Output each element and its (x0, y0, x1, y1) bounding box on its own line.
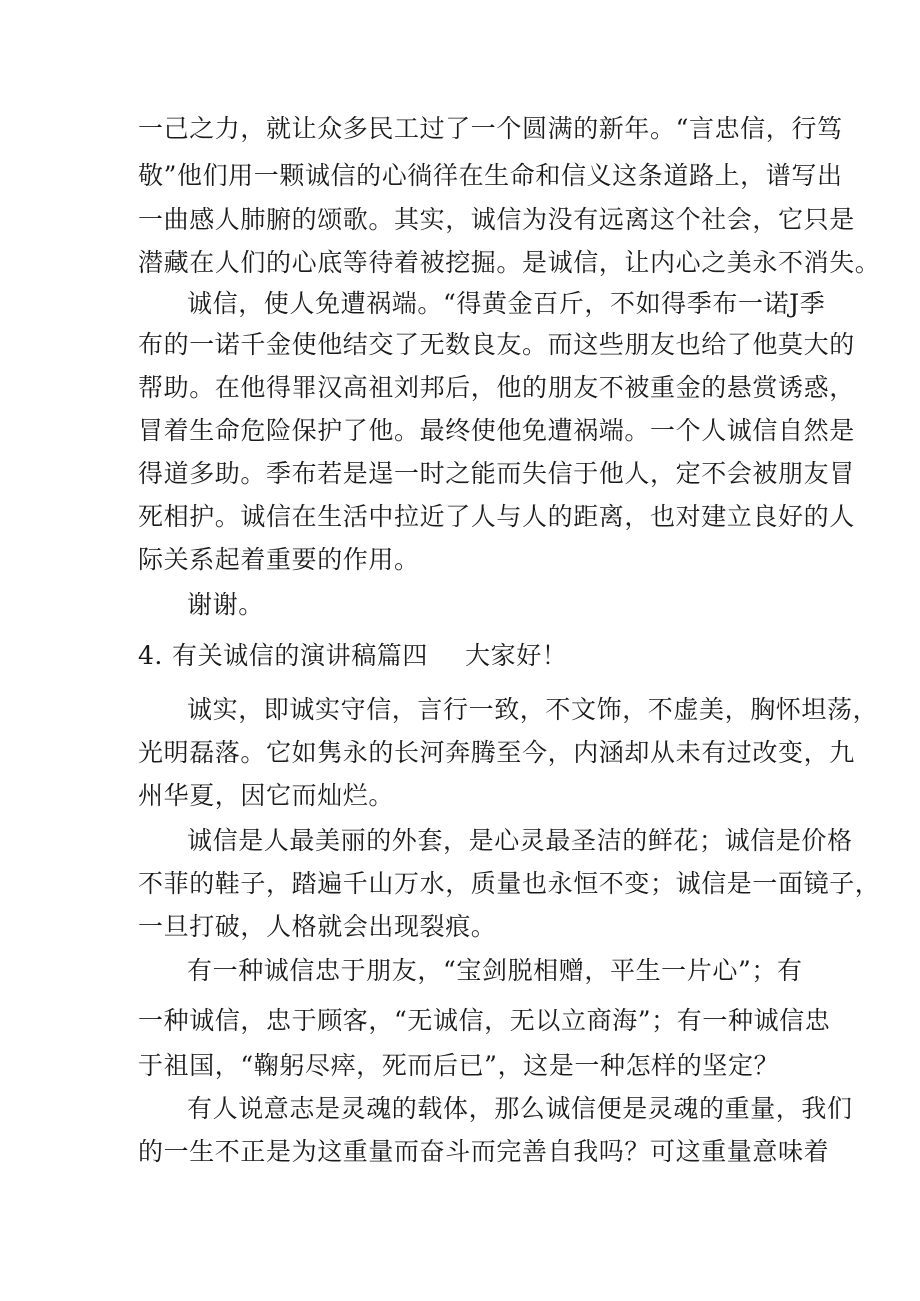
paragraph-line: 际关系起着重要的作用。 (138, 545, 420, 574)
paragraph-line: 有一种诚信忠于朋友，“宝剑脱相赠，平生一片心”；有 (187, 956, 803, 985)
paragraph-line: 有人说意志是灵魂的载体，那么诚信便是灵魂的重量，我们 (187, 1094, 853, 1123)
paragraph-line: 冒着生命危险保护了他。最终使他免遭祸端。一个人诚信自然是 (138, 416, 855, 445)
paragraph-line: 诚实，即诚实守信，言行一致，不文饰，不虚美，胸怀坦荡， (187, 695, 879, 724)
paragraph-line: 死相护。诚信在生活中拉近了人与人的距离，也对建立良好的人 (138, 502, 855, 531)
paragraph-line: 不菲的鞋子，踏遍千山万水，质量也永恒不变；诚信是一面镜子， (138, 869, 881, 898)
paragraph-line: 一旦打破，人格就会出现裂痕。 (138, 912, 497, 941)
paragraph-line: 州华夏，因它而灿烂。 (138, 781, 395, 810)
paragraph-line: 一曲感人肺腑的颂歌。其实，诚信为没有远离这个社会，它只是 (138, 205, 855, 234)
paragraph-line: 的一生不正是为这重量而奋斗而完善自我吗？可这重量意味着 (138, 1137, 830, 1166)
paragraph-line: 一己之力，就让众多民工过了一个圆满的新年。“言忠信，行笃 (138, 114, 843, 143)
paragraph-line: 于祖国，“鞠躬尽瘁，死而后已”，这是一种怎样的坚定？ (138, 1051, 780, 1080)
paragraph-line: 诚信，使人免遭祸端。“得黄金百斤，不如得季布一诺J季 (187, 289, 826, 318)
paragraph-line: 潜藏在人们的心底等待着被挖掘。是诚信，让内心之美永不消失。 (138, 248, 881, 277)
paragraph-line: 一种诚信，忠于顾客，“无诚信，无以立商海”；有一种诚信忠 (138, 1006, 831, 1035)
paragraph-line: 光明磊落。它如隽永的长河奔腾至今，内涵却从未有过改变，九 (138, 738, 855, 767)
paragraph-line: 布的一诺千金使他结交了无数良友。而这些朋友也给了他莫大的 (138, 330, 855, 359)
paragraph-line: 敬”他们用一颗诚信的心徜徉在生命和信义这条道路上，谱写出 (138, 161, 843, 190)
section-heading: 有关诚信的演讲稿篇四 (172, 641, 429, 670)
paragraph-line: 诚信是人最美丽的外套，是心灵最圣洁的鲜花；诚信是价格 (187, 826, 853, 855)
paragraph-line: 得道多助。季布若是逞一时之能而失信于他人，定不会被朋友冒 (138, 459, 855, 488)
greeting-text: 大家好！ (465, 641, 568, 670)
paragraph-line: 帮助。在他得罪汉高祖刘邦后，他的朋友不被重金的悬赏诱惑， (138, 373, 855, 402)
paragraph-line: 谢谢。 (187, 590, 264, 619)
section-number: 4． (138, 641, 181, 670)
